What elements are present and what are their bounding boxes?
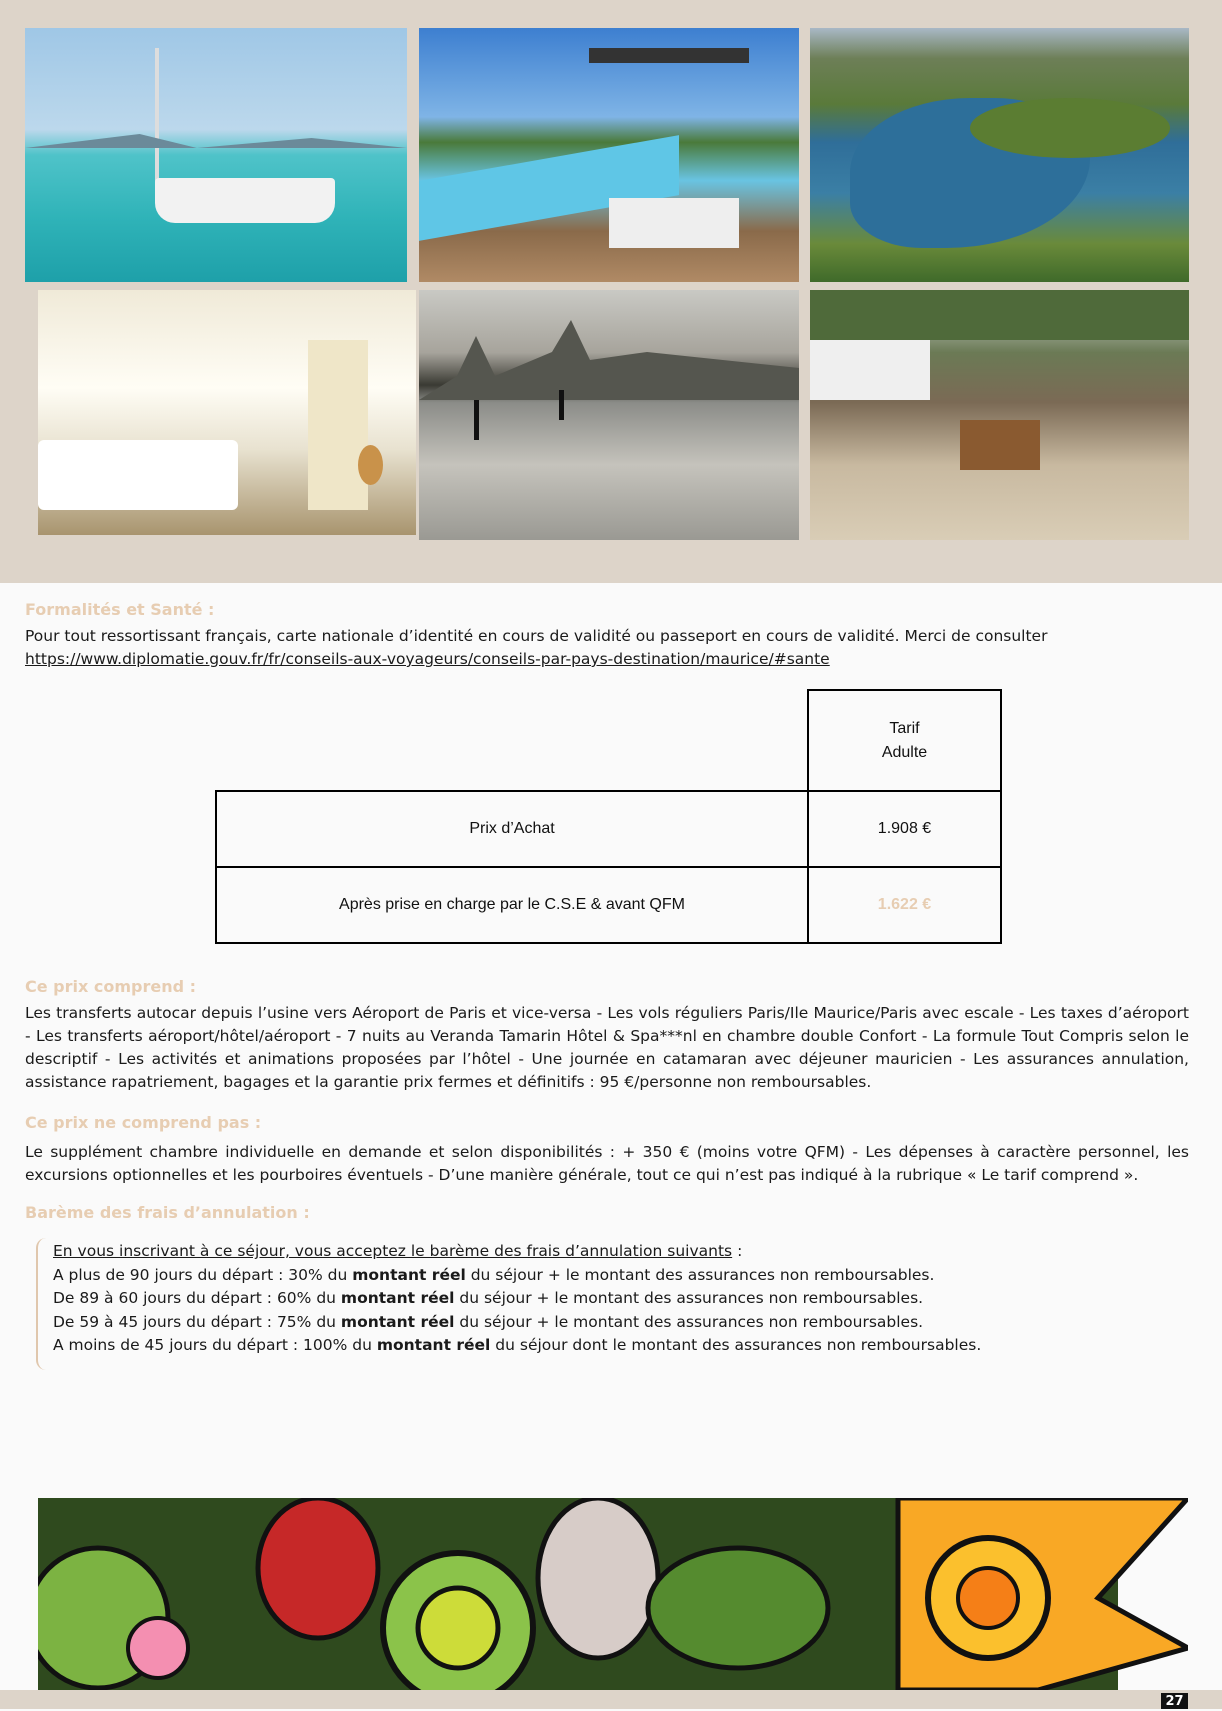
line-post: du séjour + le montant des assurances non remboursables. — [465, 1265, 935, 1284]
intro-suffix: : — [732, 1242, 743, 1260]
photo-hotel-pool — [419, 28, 799, 282]
annulation-line — [53, 1287, 981, 1311]
photo-bedroom — [38, 290, 416, 535]
annulation-line — [53, 1264, 981, 1288]
formalites-title: Formalités et Santé : — [25, 600, 215, 619]
annulation-line — [53, 1334, 981, 1358]
page-number: 27 — [1161, 1693, 1188, 1709]
table-header-tarif — [807, 689, 1002, 792]
annulation-title: Barème des frais d’annulation : — [25, 1203, 310, 1222]
table-row-value: 1.622 € — [807, 866, 1002, 944]
table-row-value: 1.908 € — [807, 790, 1002, 868]
photo-beach-bar — [810, 290, 1189, 540]
footer-band — [0, 1690, 1222, 1709]
tarif-header-label: Tarif Adulte — [881, 719, 928, 761]
line-post: du séjour + le montant des assurances non remboursables. — [454, 1312, 924, 1331]
line-post: du séjour + le montant des assurances non remboursables. — [454, 1289, 924, 1307]
formalites-text — [25, 625, 1189, 671]
tropical-illustration — [38, 1498, 1188, 1690]
line-post: du séjour dont le montant des assurances non remboursables. — [490, 1336, 982, 1354]
line-pre: De 89 à 60 jours du départ : 60% du — [53, 1289, 341, 1307]
line-bold: montant réel — [376, 1336, 491, 1354]
line-bold: montant réel — [340, 1289, 455, 1307]
line-pre: De 59 à 45 jours du départ : 75% du — [53, 1312, 341, 1331]
ne-comprend-text: Le supplément chambre individuelle en demande et selon disponibilités : + 350 € (moins votre QFM) - Les dépenses à caractère personnel, les excursions optionnelles et les pourboires éventuels - D’une manière générale, tout ce qui n’est pas indiqué à la rubrique « Le tarif comprend ». — [25, 1143, 1189, 1184]
line-pre: A plus de 90 jours du départ : 30% du — [53, 1265, 353, 1284]
annulation-intro-text: En vous inscrivant à ce séjour, vous acceptez le barème des frais d’annulation suivants — [53, 1242, 733, 1260]
table-row-label: Prix d’Achat — [215, 790, 809, 868]
diplomatie-link[interactable]: https://www.diplomatie.gouv.fr/fr/conseils-aux-voyageurs/conseils-par-pays-destination/maurice/#sante — [25, 650, 830, 668]
photo-river-lagoon — [810, 28, 1189, 282]
line-bold: montant réel — [340, 1312, 455, 1331]
ne-comprend-title: Ce prix ne comprend pas : — [25, 1113, 262, 1132]
brace-decoration — [36, 1238, 48, 1370]
annulation-line — [53, 1311, 981, 1335]
annulation-intro — [53, 1240, 981, 1264]
comprend-text: Les transferts autocar depuis l’usine vers Aéroport de Paris et vice-versa - Les vols réguliers Paris/Ile Maurice/Paris avec escale - Les taxes d’aéroport - Les transferts aéroport/hôtel/aéroport - 7 nuits au Veranda Tamarin Hôtel & Spa***nl en chambre double Confort - La formule Tout Compris selon le descriptif - Les activités et animations proposées par l’hôtel - Une journée en catamaran avec déjeuner mauricien - Les assurances annulation, assistance rapatriement, bagages et la garantie prix fermes et définitifs : 95 €/personne non remboursables. — [25, 1004, 1189, 1091]
photo-catamaran — [25, 28, 407, 282]
line-pre: A moins de 45 jours du départ : 100% du — [53, 1336, 377, 1354]
annulation-list — [53, 1240, 981, 1358]
photo-paddle-sunset — [419, 290, 799, 540]
formalites-body: Pour tout ressortissant français, carte nationale d’identité en cours de validité ou passeport en cours de validité. Merci de consulter — [25, 627, 1048, 645]
comprend-title: Ce prix comprend : — [25, 977, 197, 996]
line-bold: montant réel — [352, 1265, 466, 1284]
table-row-label: Après prise en charge par le C.S.E & avant QFM — [215, 866, 809, 944]
